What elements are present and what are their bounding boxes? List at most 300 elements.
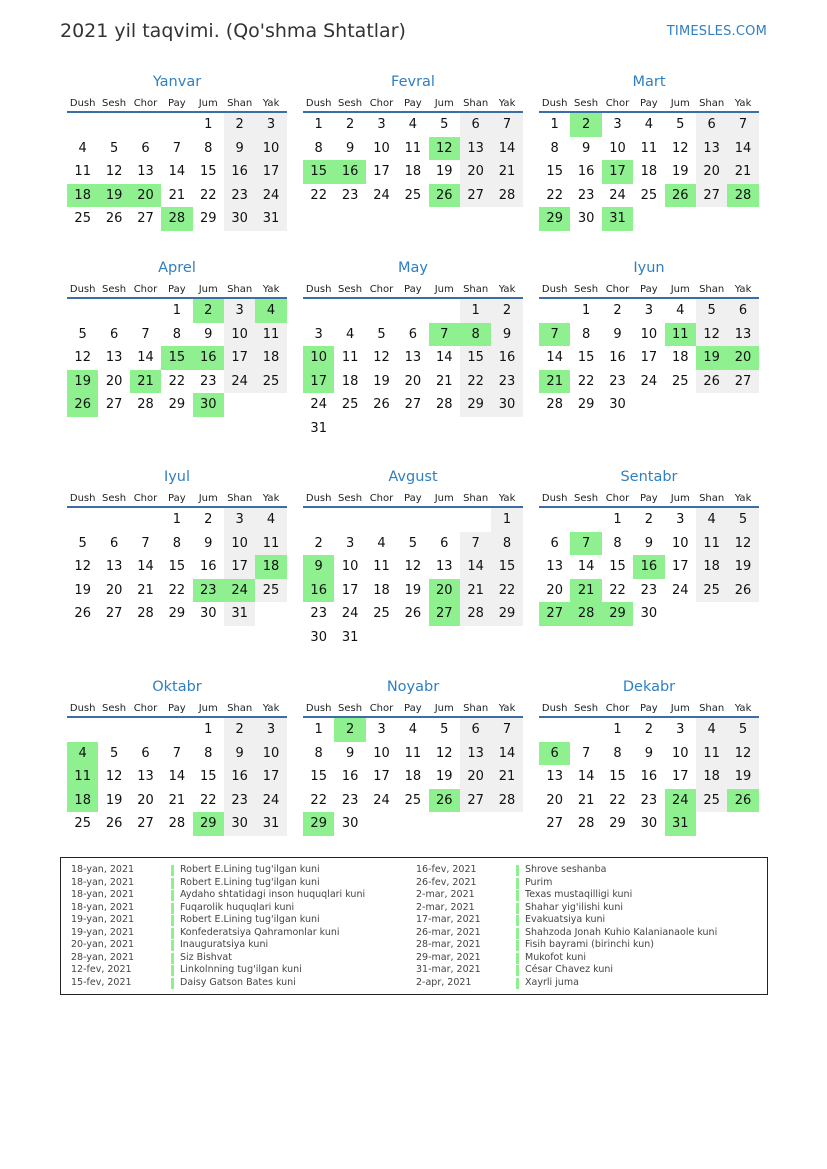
day-cell[interactable]: 19 [727,555,758,579]
day-cell[interactable]: 26 [105,211,123,226]
day-cell[interactable]: 27 [727,370,758,394]
day-cell[interactable]: 18 [671,350,689,365]
day-cell[interactable]: 7 [141,326,150,342]
day-cell[interactable]: 27 [105,397,123,412]
day-cell[interactable]: 18 [373,582,390,598]
day-cell[interactable]: 11 [696,742,727,766]
day-cell[interactable]: 24 [671,582,689,598]
holiday-day-cell[interactable]: 16 [303,579,334,603]
day-cell[interactable]: 5 [109,140,119,156]
day-cell[interactable]: 16 [341,769,359,784]
day-cell[interactable]: 1 [613,722,622,737]
day-cell[interactable]: 9 [345,140,355,156]
day-cell[interactable]: 5 [408,535,417,551]
day-cell[interactable]: 30 [609,397,626,412]
day-cell[interactable]: 1 [314,117,323,132]
day-cell[interactable]: 7 [727,113,758,137]
day-cell[interactable]: 22 [168,373,186,389]
day-cell[interactable]: 10 [640,326,658,342]
day-cell[interactable]: 27 [137,816,154,831]
day-cell[interactable]: 8 [613,745,622,761]
day-cell[interactable]: 5 [696,299,727,323]
day-cell[interactable]: 3 [224,508,255,532]
day-cell[interactable]: 15 [310,769,327,784]
day-cell[interactable]: 15 [491,555,522,579]
holiday-day-cell[interactable]: 26 [429,789,460,813]
day-cell[interactable]: 13 [696,137,727,161]
day-cell[interactable]: 14 [577,769,595,784]
day-cell[interactable]: 13 [546,769,563,784]
day-cell[interactable]: 14 [168,164,186,179]
day-cell[interactable]: 23 [577,187,595,203]
holiday-day-cell[interactable]: 20 [429,579,460,603]
day-cell[interactable]: 26 [696,370,727,394]
day-cell[interactable]: 18 [404,769,422,784]
day-cell[interactable]: 13 [105,559,123,574]
day-cell[interactable]: 25 [404,792,422,808]
holiday-day-cell[interactable]: 2 [334,718,365,742]
day-cell[interactable]: 1 [204,117,213,132]
holiday-day-cell[interactable]: 29 [539,207,570,231]
day-cell[interactable]: 13 [137,769,154,784]
day-cell[interactable]: 27 [460,184,491,208]
day-cell[interactable]: 21 [577,792,595,808]
day-cell[interactable]: 4 [676,303,685,318]
holiday-day-cell[interactable]: 31 [602,207,633,231]
day-cell[interactable]: 8 [204,745,213,761]
day-cell[interactable]: 11 [373,559,390,574]
holiday-day-cell[interactable]: 26 [429,184,460,208]
day-cell[interactable]: 22 [491,579,522,603]
day-cell[interactable]: 12 [105,164,123,179]
day-cell[interactable]: 17 [255,160,286,184]
day-cell[interactable]: 31 [255,812,286,836]
day-cell[interactable]: 23 [491,370,522,394]
day-cell[interactable]: 17 [640,350,658,365]
day-cell[interactable]: 10 [224,323,255,347]
day-cell[interactable]: 4 [696,508,727,532]
day-cell[interactable]: 30 [224,812,255,836]
day-cell[interactable]: 6 [460,718,491,742]
day-cell[interactable]: 1 [172,512,181,527]
day-cell[interactable]: 24 [373,187,390,203]
holiday-day-cell[interactable]: 30 [193,393,224,417]
day-cell[interactable]: 12 [696,323,727,347]
holiday-day-cell[interactable]: 18 [255,555,286,579]
day-cell[interactable]: 5 [676,117,685,132]
day-cell[interactable]: 2 [224,718,255,742]
holiday-day-cell[interactable]: 9 [303,555,334,579]
day-cell[interactable]: 14 [727,137,758,161]
day-cell[interactable]: 18 [696,765,727,789]
day-cell[interactable]: 1 [204,722,213,737]
day-cell[interactable]: 20 [460,765,491,789]
day-cell[interactable]: 13 [435,559,453,574]
day-cell[interactable]: 23 [341,187,359,203]
day-cell[interactable]: 10 [255,742,286,766]
holiday-day-cell[interactable]: 17 [602,160,633,184]
day-cell[interactable]: 24 [609,187,626,203]
day-cell[interactable]: 29 [168,397,186,412]
day-cell[interactable]: 22 [199,187,217,203]
holiday-day-cell[interactable]: 26 [665,184,696,208]
day-cell[interactable]: 29 [577,397,595,412]
holiday-day-cell[interactable]: 6 [539,742,570,766]
day-cell[interactable]: 4 [345,326,355,342]
holiday-day-cell[interactable]: 24 [665,789,696,813]
holiday-day-cell[interactable]: 18 [67,789,98,813]
day-cell[interactable]: 10 [341,559,359,574]
day-cell[interactable]: 23 [224,789,255,813]
holiday-day-cell[interactable]: 16 [633,555,664,579]
day-cell[interactable]: 10 [373,745,390,761]
day-cell[interactable]: 22 [310,187,327,203]
holiday-day-cell[interactable]: 20 [130,184,161,208]
day-cell[interactable]: 13 [105,350,123,365]
holiday-day-cell[interactable]: 2 [570,113,601,137]
day-cell[interactable]: 9 [204,326,213,342]
day-cell[interactable]: 12 [105,769,123,784]
day-cell[interactable]: 6 [109,535,119,551]
day-cell[interactable]: 30 [640,816,658,831]
day-cell[interactable]: 10 [671,745,689,761]
holiday-day-cell[interactable]: 16 [334,160,365,184]
holiday-day-cell[interactable]: 15 [161,346,192,370]
day-cell[interactable]: 13 [404,350,422,365]
day-cell[interactable]: 8 [314,745,323,761]
day-cell[interactable]: 13 [727,323,758,347]
holiday-day-cell[interactable]: 10 [303,346,334,370]
day-cell[interactable]: 11 [404,140,422,156]
holiday-day-cell[interactable]: 7 [539,323,570,347]
day-cell[interactable]: 25 [671,373,689,389]
day-cell[interactable]: 26 [404,606,422,621]
day-cell[interactable]: 29 [199,211,217,226]
day-cell[interactable]: 14 [460,555,491,579]
day-cell[interactable]: 23 [310,606,327,621]
holiday-day-cell[interactable]: 7 [429,323,460,347]
day-cell[interactable]: 12 [671,140,689,156]
day-cell[interactable]: 28 [137,606,154,621]
day-cell[interactable]: 16 [577,164,595,179]
holiday-day-cell[interactable]: 4 [255,299,286,323]
day-cell[interactable]: 25 [404,187,422,203]
holiday-day-cell[interactable]: 28 [727,184,758,208]
day-cell[interactable]: 4 [78,140,87,156]
day-cell[interactable]: 3 [377,117,386,132]
day-cell[interactable]: 22 [577,373,595,389]
holiday-day-cell[interactable]: 7 [570,532,601,556]
day-cell[interactable]: 5 [78,535,87,551]
day-cell[interactable]: 1 [460,299,491,323]
day-cell[interactable]: 19 [671,164,689,179]
day-cell[interactable]: 26 [74,606,91,621]
day-cell[interactable]: 30 [491,393,522,417]
day-cell[interactable]: 10 [671,535,689,551]
day-cell[interactable]: 7 [141,535,150,551]
day-cell[interactable]: 3 [676,722,685,737]
holiday-day-cell[interactable]: 20 [727,346,758,370]
day-cell[interactable]: 20 [404,373,422,389]
day-cell[interactable]: 7 [460,532,491,556]
day-cell[interactable]: 12 [74,350,91,365]
day-cell[interactable]: 15 [546,164,563,179]
day-cell[interactable]: 23 [199,373,217,389]
day-cell[interactable]: 6 [141,745,150,761]
day-cell[interactable]: 9 [345,745,355,761]
day-cell[interactable]: 17 [341,582,359,598]
day-cell[interactable]: 2 [224,113,255,137]
day-cell[interactable]: 18 [640,164,658,179]
day-cell[interactable]: 25 [696,579,727,603]
day-cell[interactable]: 11 [640,140,658,156]
day-cell[interactable]: 23 [640,792,658,808]
day-cell[interactable]: 8 [172,535,181,551]
day-cell[interactable]: 2 [644,722,653,737]
day-cell[interactable]: 18 [696,555,727,579]
day-cell[interactable]: 25 [255,370,286,394]
day-cell[interactable]: 9 [204,535,213,551]
day-cell[interactable]: 2 [613,303,622,318]
day-cell[interactable]: 14 [168,769,186,784]
day-cell[interactable]: 18 [341,373,359,389]
day-cell[interactable]: 22 [609,582,626,598]
day-cell[interactable]: 15 [199,164,217,179]
day-cell[interactable]: 18 [255,346,286,370]
day-cell[interactable]: 30 [199,606,217,621]
day-cell[interactable]: 16 [224,765,255,789]
day-cell[interactable]: 3 [644,303,653,318]
day-cell[interactable]: 25 [696,789,727,813]
day-cell[interactable]: 22 [310,792,327,808]
day-cell[interactable]: 1 [550,117,559,132]
day-cell[interactable]: 17 [671,769,689,784]
day-cell[interactable]: 1 [172,303,181,318]
day-cell[interactable]: 11 [255,532,286,556]
day-cell[interactable]: 2 [491,299,522,323]
day-cell[interactable]: 17 [224,555,255,579]
day-cell[interactable]: 23 [609,373,626,389]
day-cell[interactable]: 3 [377,722,386,737]
day-cell[interactable]: 9 [644,535,653,551]
day-cell[interactable]: 12 [74,559,91,574]
day-cell[interactable]: 16 [199,559,217,574]
day-cell[interactable]: 7 [581,745,591,761]
holiday-day-cell[interactable]: 18 [67,184,98,208]
day-cell[interactable]: 6 [550,535,559,551]
holiday-day-cell[interactable]: 29 [193,812,224,836]
holiday-day-cell[interactable]: 15 [303,160,334,184]
day-cell[interactable]: 21 [491,765,522,789]
day-cell[interactable]: 12 [435,745,453,761]
day-cell[interactable]: 30 [640,606,658,621]
day-cell[interactable]: 20 [105,582,123,598]
day-cell[interactable]: 15 [609,559,626,574]
day-cell[interactable]: 25 [74,816,91,831]
day-cell[interactable]: 23 [341,792,359,808]
day-cell[interactable]: 28 [491,184,522,208]
day-cell[interactable]: 28 [491,789,522,813]
day-cell[interactable]: 20 [546,792,563,808]
day-cell[interactable]: 3 [613,117,622,132]
day-cell[interactable]: 19 [435,769,453,784]
day-cell[interactable]: 10 [224,532,255,556]
day-cell[interactable]: 8 [172,326,181,342]
day-cell[interactable]: 31 [310,420,327,436]
day-cell[interactable]: 7 [172,745,181,761]
holiday-day-cell[interactable]: 24 [224,579,255,603]
day-cell[interactable]: 6 [727,299,758,323]
day-cell[interactable]: 1 [613,512,622,527]
day-cell[interactable]: 13 [546,559,563,574]
day-cell[interactable]: 24 [224,370,255,394]
day-cell[interactable]: 12 [404,559,422,574]
day-cell[interactable]: 5 [440,722,449,737]
day-cell[interactable]: 22 [199,792,217,808]
day-cell[interactable]: 30 [577,211,595,226]
day-cell[interactable]: 19 [373,373,390,389]
day-cell[interactable]: 6 [141,140,150,156]
holiday-day-cell[interactable]: 4 [67,742,98,766]
day-cell[interactable]: 21 [168,187,186,203]
day-cell[interactable]: 8 [550,140,559,156]
day-cell[interactable]: 28 [460,602,491,626]
day-cell[interactable]: 5 [78,326,87,342]
day-cell[interactable]: 13 [137,164,154,179]
day-cell[interactable]: 5 [727,508,758,532]
day-cell[interactable]: 22 [168,582,186,598]
holiday-day-cell[interactable]: 29 [602,602,633,626]
day-cell[interactable]: 16 [224,160,255,184]
day-cell[interactable]: 16 [491,346,522,370]
holiday-day-cell[interactable]: 27 [429,602,460,626]
day-cell[interactable]: 14 [546,350,563,365]
day-cell[interactable]: 11 [74,164,91,179]
day-cell[interactable]: 15 [577,350,595,365]
holiday-day-cell[interactable]: 27 [539,602,570,626]
day-cell[interactable]: 9 [491,323,522,347]
holiday-day-cell[interactable]: 29 [303,812,334,836]
holiday-day-cell[interactable]: 12 [429,137,460,161]
day-cell[interactable]: 10 [373,140,390,156]
day-cell[interactable]: 26 [373,397,390,412]
day-cell[interactable]: 3 [224,299,255,323]
day-cell[interactable]: 5 [109,745,119,761]
day-cell[interactable]: 24 [255,789,286,813]
day-cell[interactable]: 3 [676,512,685,527]
day-cell[interactable]: 20 [137,792,154,808]
day-cell[interactable]: 22 [460,370,491,394]
holiday-day-cell[interactable]: 17 [303,370,334,394]
day-cell[interactable]: 14 [577,559,595,574]
day-cell[interactable]: 21 [168,792,186,808]
day-cell[interactable]: 22 [546,187,563,203]
holiday-day-cell[interactable]: 11 [665,323,696,347]
day-cell[interactable]: 19 [435,164,453,179]
day-cell[interactable]: 28 [435,397,453,412]
day-cell[interactable]: 16 [609,350,626,365]
brand-link[interactable]: TIMESLES.COM [666,24,767,39]
day-cell[interactable]: 21 [137,582,154,598]
day-cell[interactable]: 20 [546,582,563,598]
day-cell[interactable]: 19 [404,582,422,598]
day-cell[interactable]: 4 [408,117,417,132]
day-cell[interactable]: 31 [341,629,359,645]
holiday-day-cell[interactable]: 28 [570,602,601,626]
day-cell[interactable]: 21 [460,579,491,603]
day-cell[interactable]: 6 [696,113,727,137]
day-cell[interactable]: 20 [696,160,727,184]
holiday-day-cell[interactable]: 8 [460,323,491,347]
day-cell[interactable]: 1 [314,722,323,737]
day-cell[interactable]: 4 [377,535,386,551]
day-cell[interactable]: 12 [727,742,758,766]
day-cell[interactable]: 17 [224,346,255,370]
day-cell[interactable]: 7 [491,113,522,137]
day-cell[interactable]: 4 [644,117,653,132]
day-cell[interactable]: 26 [727,579,758,603]
day-cell[interactable]: 28 [137,397,154,412]
day-cell[interactable]: 1 [491,508,522,532]
day-cell[interactable]: 30 [341,816,359,831]
day-cell[interactable]: 29 [609,816,626,831]
day-cell[interactable]: 20 [460,160,491,184]
holiday-day-cell[interactable]: 19 [98,184,129,208]
holiday-day-cell[interactable]: 2 [193,299,224,323]
day-cell[interactable]: 20 [105,373,123,389]
day-cell[interactable]: 27 [105,606,123,621]
day-cell[interactable]: 26 [105,816,123,831]
day-cell[interactable]: 8 [491,532,522,556]
day-cell[interactable]: 25 [74,211,91,226]
holiday-day-cell[interactable]: 21 [539,370,570,394]
day-cell[interactable]: 25 [255,579,286,603]
day-cell[interactable]: 3 [314,326,323,342]
day-cell[interactable]: 8 [314,140,323,156]
day-cell[interactable]: 9 [644,745,653,761]
day-cell[interactable]: 4 [696,718,727,742]
holiday-day-cell[interactable]: 21 [130,370,161,394]
holiday-day-cell[interactable]: 21 [570,579,601,603]
day-cell[interactable]: 25 [341,397,359,412]
day-cell[interactable]: 24 [255,184,286,208]
day-cell[interactable]: 8 [581,326,591,342]
day-cell[interactable]: 29 [491,602,522,626]
day-cell[interactable]: 24 [310,397,327,412]
day-cell[interactable]: 21 [727,160,758,184]
day-cell[interactable]: 2 [345,117,355,132]
day-cell[interactable]: 4 [255,508,286,532]
day-cell[interactable]: 31 [224,602,255,626]
day-cell[interactable]: 23 [224,184,255,208]
day-cell[interactable]: 9 [224,742,255,766]
day-cell[interactable]: 25 [373,606,390,621]
day-cell[interactable]: 19 [105,792,123,808]
day-cell[interactable]: 30 [224,207,255,231]
day-cell[interactable]: 24 [640,373,658,389]
day-cell[interactable]: 3 [255,113,286,137]
holiday-day-cell[interactable]: 23 [193,579,224,603]
day-cell[interactable]: 10 [255,137,286,161]
day-cell[interactable]: 14 [137,559,154,574]
day-cell[interactable]: 8 [613,535,622,551]
holiday-day-cell[interactable]: 19 [67,370,98,394]
day-cell[interactable]: 7 [172,140,181,156]
day-cell[interactable]: 28 [546,397,563,412]
day-cell[interactable]: 11 [255,323,286,347]
day-cell[interactable]: 30 [310,629,327,645]
day-cell[interactable]: 18 [404,164,422,179]
